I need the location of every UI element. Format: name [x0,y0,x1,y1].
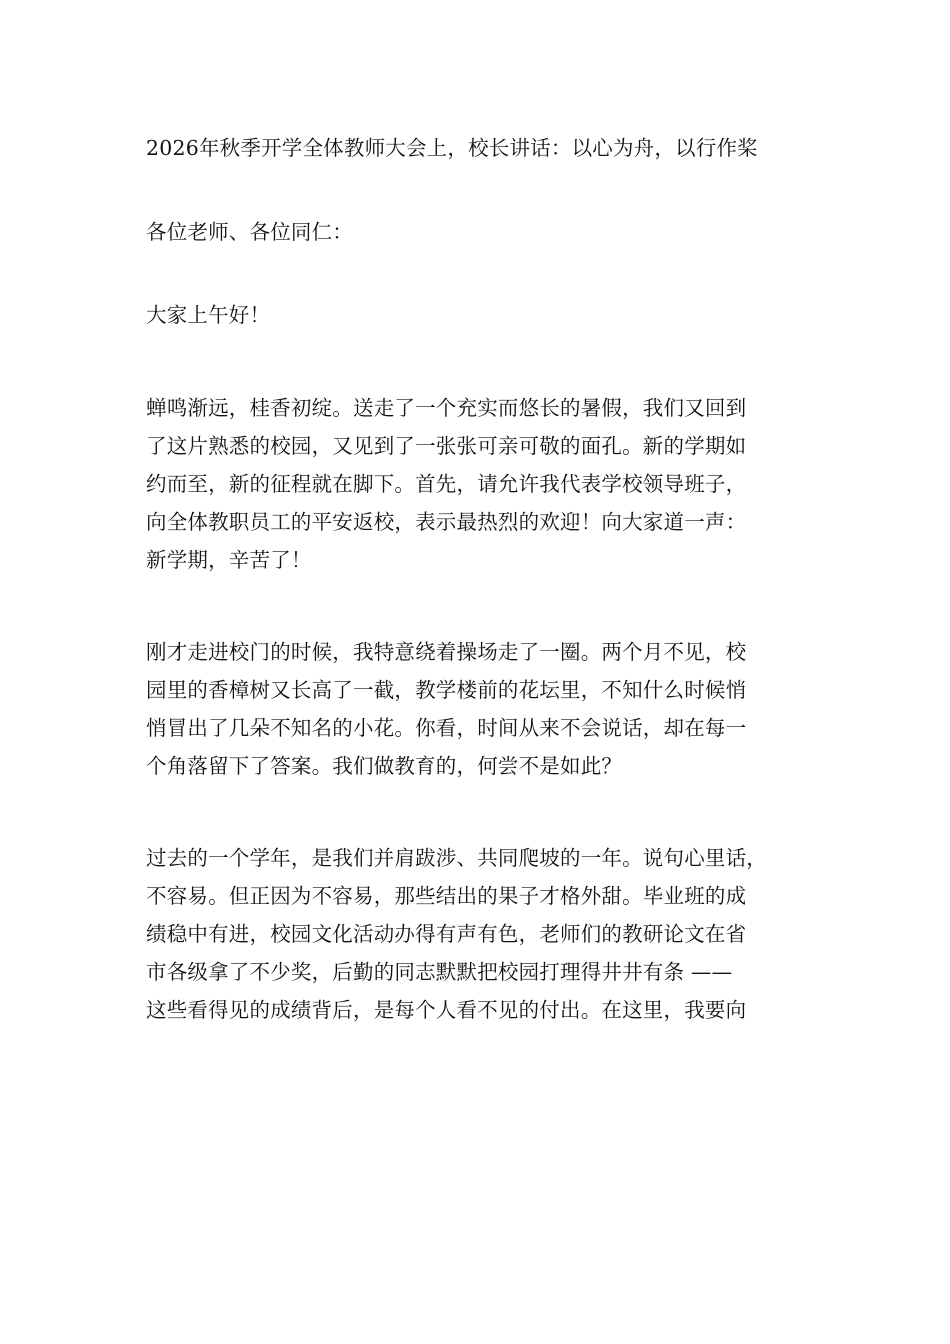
salutation: 各位老师、各位同仁： [146,219,353,244]
paragraph-line: 新学期，辛苦了！ [146,547,312,572]
paragraph-3 [146,839,826,1029]
paragraph-2 [146,633,826,785]
paragraph-line: 约而至，新的征程就在脚下。首先，请允许我代表学校领导班子， [146,471,747,496]
paragraph-line: 这些看得见的成绩背后，是每个人看不见的付出。在这里，我要向 [146,997,747,1022]
paragraph-line: 不容易。但正因为不容易，那些结出的果子才格外甜。毕业班的成 [146,883,747,908]
paragraph-line: 悄冒出了几朵不知名的小花。你看，时间从来不会说话，却在每一 [146,715,747,740]
greeting: 大家上午好！ [146,303,271,327]
paragraph-line: 过去的一个学年，是我们并肩跋涉、共同爬坡的一年。说句心里话， [146,845,767,870]
paragraph-line: 刚才走进校门的时候，我特意绕着操场走了一圈。两个月不见，校 [146,639,747,664]
document-title: 2026年秋季开学全体教师大会上，校长讲话：以心为舟，以行作桨 [146,136,758,160]
paragraph-1 [146,389,826,579]
paragraph-line: 了这片熟悉的校园，又见到了一张张可亲可敬的面孔。新的学期如 [146,433,747,458]
paragraph-line: 蝉鸣渐远，桂香初绽。送走了一个充实而悠长的暑假，我们又回到 [146,395,747,420]
paragraph-line: 绩稳中有进，校园文化活动办得有声有色，老师们的教研论文在省 [146,921,747,946]
paragraph-line: 园里的香樟树又长高了一截，教学楼前的花坛里，不知什么时候悄 [146,677,747,702]
paragraph-line: 个角落留下了答案。我们做教育的，何尝不是如此？ [146,753,623,778]
paragraph-line: 向全体教职员工的平安返校，表示最热烈的欢迎！向大家道一声： [146,509,747,534]
document-body [146,130,826,1083]
paragraph-line: 市各级拿了不少奖，后勤的同志默默把校园打理得井井有条 —— [146,959,733,984]
